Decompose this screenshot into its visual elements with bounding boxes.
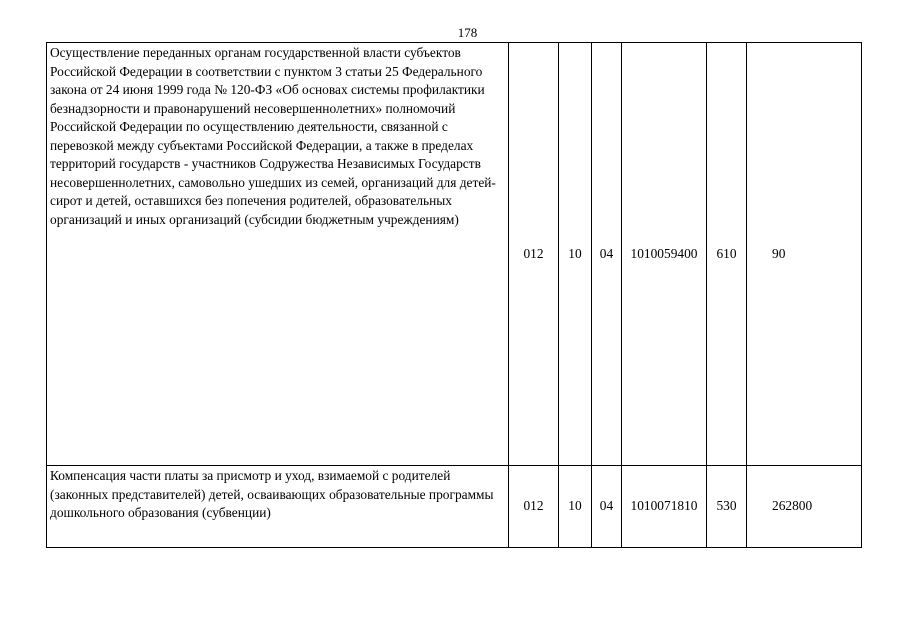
section-code-cell: 10 — [559, 466, 592, 548]
page-number: 178 — [457, 25, 478, 40]
row-description: Осуществление переданных органам государственной власти субъектов Российской Федерации в соответствии с пунктом 3 статьи 25 Федерального закона от 24 июня 1999 года № 120-ФЗ «Об основах системы профилактики безнадзорности и правонарушений несовершеннолетних» полномочий Российской Федерации по осуществлению деятельности, связанной с перевозкой между субъектами Российской Федерации, а также в пределах территорий государств - участников Содружества Независимых Государств несовершеннолетних, самовольно ушедших из семей, организаций для детей-сирот и детей, оставшихся без попечения родителей, образовательных организаций и иных организаций (субсидии бюджетным учреждениям) — [50, 45, 496, 227]
budget-table — [46, 42, 862, 548]
table-row — [47, 43, 862, 466]
ministry-code-cell: 012 — [509, 466, 559, 548]
amount-cell: 262800 — [747, 466, 862, 548]
description-cell — [47, 466, 509, 548]
description-cell — [47, 43, 509, 466]
subsection-code-cell: 04 — [592, 43, 622, 466]
expense-type-cell: 610 — [707, 43, 747, 466]
target-article-cell: 1010059400 — [622, 43, 707, 466]
target-article-cell: 1010071810 — [622, 466, 707, 548]
amount-cell: 90 — [747, 43, 862, 466]
subsection-code-cell: 04 — [592, 466, 622, 548]
row-description: Компенсация части платы за присмотр и уход, взимаемой с родителей (законных представителей) детей, осваивающих образовательные программы дошкольного образования (субвенции) — [50, 468, 494, 520]
expense-type-cell: 530 — [707, 466, 747, 548]
ministry-code-cell: 012 — [509, 43, 559, 466]
table-row — [47, 466, 862, 548]
section-code-cell: 10 — [559, 43, 592, 466]
